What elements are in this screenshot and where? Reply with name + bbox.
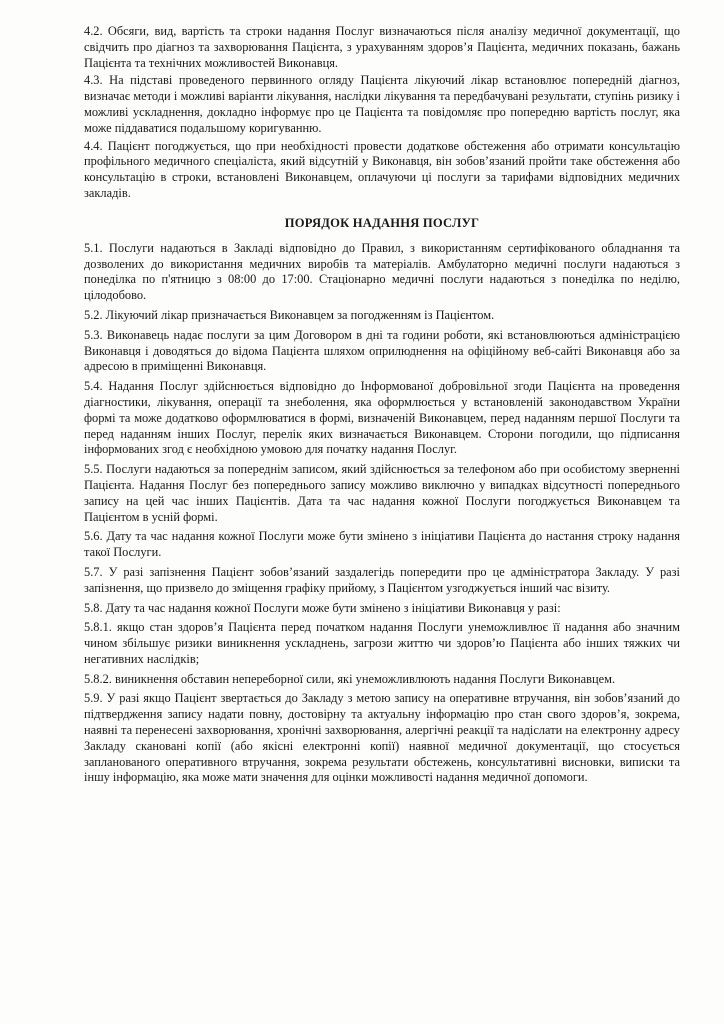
clause-5-8-2: 5.8.2. виникнення обставин непереборної сили, які унеможливлюють надання Послуги Виконавцем. (84, 671, 616, 686)
clause-5-4: 5.4. Надання Послуг здійснюється відповідно до Інформованої добровільної згоди Пацієнта на проведення діагностики, лікування, операції та знеболення, яка оформлюється у встановленій законодавством України формі та може додатково оформлюватися в формі, визначеній Виконавцем, перед наданням першої Послуги та перед наданням інших Послуг, перелік яких визначається Виконавцем. Сторони погодили, що підписання інформованих згод є необхідною умовою для початку надання Послуг. (84, 379, 680, 457)
clause-5-8: 5.8. Дату та час надання кожної Послуги може бути змінено з ініціативи Виконавця у разі: (84, 600, 561, 615)
clause-5-8-1: 5.8.1. якщо стан здоров’я Пацієнта перед початком надання Послуги унеможливлює її надання або значним чином збільшує ризики виникнення ускладнень, загрози життю чи здоров’ю Пацієнта або інших тяжких чи негативних наслідків; (84, 620, 680, 666)
section-heading: ПОРЯДОК НАДАННЯ ПОСЛУГ (284, 215, 480, 230)
clause-4-4: 4.4. Пацієнт погоджується, що при необхідності провести додаткове обстеження або отримати консультацію профільного медичного спеціаліста, який відсутній у Виконавця, він зобов’язаний пройти таке обстеження або консультацію в строки, встановлені Виконавцем, оплачуючи ці послуги за тарифами відповідних медичних закладів. (84, 138, 680, 200)
clause-5-5: 5.5. Послуги надаються за попереднім записом, який здійснюється за телефоном або при особистому зверненні Пацієнта. Надання Послуг без попереднього запису можливо виключно у випадках відсутності попереднього запису на цей час інших Пацієнтів. Дата та час надання кожної Послуги погоджується Виконавцем та Пацієнтом в усній формі. (84, 462, 680, 524)
clause-5-1: 5.1. Послуги надаються в Закладі відповідно до Правил, з використанням сертифікованого обладнання та дозволених до використання медичних виробів та матеріалів. Амбулаторно медичні послуги надаються з понеділка по п'ятницю з 08:00 до 17:00. Стаціонарно медичні послуги надаються з понеділка по неділю, цілодобово. (84, 240, 680, 303)
clause-4-2: 4.2. Обсяги, вид, вартість та строки надання Послуг визначаються після аналізу медичної документації, що свідчить про діагноз та захворювання Пацієнта, з урахуванням здоров’я Пацієнта, медичних показань, бажань Пацієнта та технічних можливостей Виконавця. (84, 24, 680, 70)
clause-5-7: 5.7. У разі запізнення Пацієнт зобов’язаний заздалегідь попередити про це адміністратора Закладу. У разі запізнення, що призвело до зміщення графіку прийому, з Пацієнтом узгоджується інший час візиту. (84, 564, 680, 595)
clause-4-3: 4.3. На підставі проведеного первинного огляду Пацієнта лікуючий лікар встановлює попередній діагноз, визначає методи і можливі варіанти лікування, наслідки лікування та передбачувані результати, ступінь ризику і можливі ускладнення, докладно інформує про це Пацієнта та повідомляє про попередню вартість послуг, яка може піддаватися подальшому коригуванню. (84, 73, 680, 135)
clause-5-9: 5.9. У разі якщо Пацієнт звертається до Закладу з метою запису на оперативне втручання, він зобов’язаний до підтвердження запису надати повну, достовірну та актуальну інформацію про стан свого здоров’я, зокрема, наявні та перенесені захворювання, хронічні захворювання, алергічні реакції та надіслати на електронну адресу Закладу скановані копії (або якісні електронні копії) наявної медичної документації, що стосується запланованого оперативного втручання, зокрема результати обстежень, консультативні висновки, виписки та іншу інформацію, яка може мати значення для оцінки можливості надання медичної допомоги. (84, 691, 680, 785)
clause-5-6: 5.6. Дату та час надання кожної Послуги може бути змінено з ініціативи Пацієнта до настання строку надання такої Послуги. (84, 529, 680, 560)
clause-5-3: 5.3. Виконавець надає послуги за цим Договором в дні та години роботи, які встановлюються адміністрацією Виконавця і доводяться до відома Пацієнта шляхом оприлюднення на офіційному веб-сайті Виконавця або за адресою в приміщенні Виконавця. (84, 327, 680, 374)
clause-5-2: 5.2. Лікуючий лікар призначається Виконавцем за погодженням із Пацієнтом. (84, 307, 495, 322)
